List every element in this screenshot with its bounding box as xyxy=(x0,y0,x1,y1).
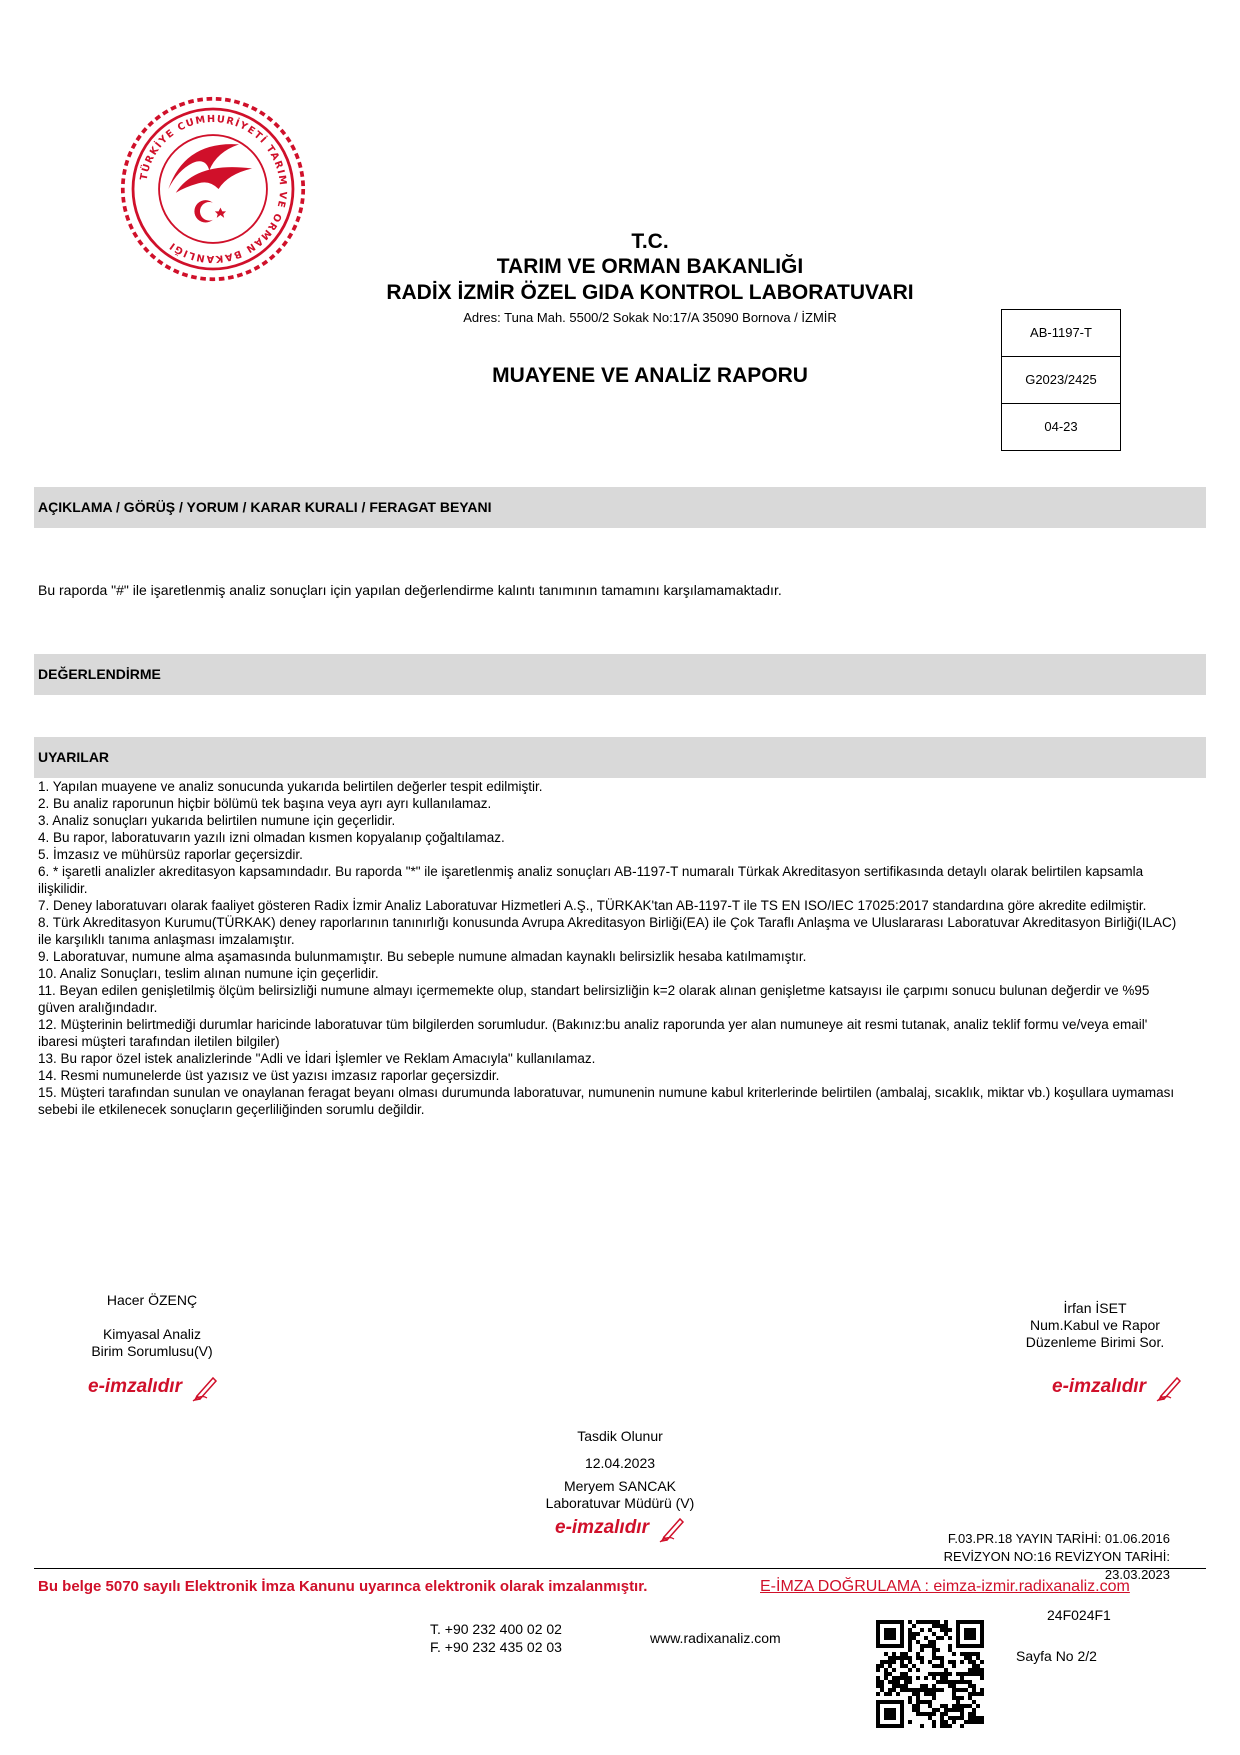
warning-item: 11. Beyan edilen genişletilmiş ölçüm belirsizliği numune almayı içermemekte olup, standart belirsizliğin k=2 olarak alınan genişletme katsayısı ile çarpımı sonucu bulunan değerdir ve %95 güven aralığındadır. xyxy=(38,983,1150,1015)
section-degerlendirme-header: DEĞERLENDİRME xyxy=(34,654,1206,695)
approval-text: Tasdik Olunur xyxy=(577,1428,663,1444)
e-signature-badge-right xyxy=(1052,1372,1185,1402)
signer-name: Meryem SANCAK xyxy=(563,1478,677,1494)
warning-item: 14. Resmi numunelerde üst yazısız ve üst yazısı imzasız raporlar geçersizdir. xyxy=(38,1068,500,1083)
warning-item: 1. Yapılan muayene ve analiz sonucunda yukarıda belirtilen değerler tespit edilmiştir. xyxy=(38,779,543,794)
report-period: 04-23 xyxy=(1044,419,1078,434)
signature-right xyxy=(985,1300,1205,1351)
e-signature-badge-center xyxy=(555,1513,688,1543)
header-address: Adres: Tuna Mah. 5500/2 Sokak No:17/A 35090 Bornova / İZMİR xyxy=(463,310,837,325)
section-uyarilar-header: UYARILAR xyxy=(34,737,1206,778)
aciklama-text: Bu raporda "#" ile işaretlenmiş analiz sonuçları için yapılan değerlendirme kalıntı tanımının tamamını karşılamamaktadır. xyxy=(38,582,782,598)
accreditation-code: AB-1197-T xyxy=(1002,310,1120,357)
seal-text: TÜRKİYE CUMHURİYETİ TARIM VE ORMAN BAKANLIĞI xyxy=(138,113,289,265)
warning-item: 5. İmzasız ve mühürsüz raporlar geçersizdir. xyxy=(38,847,303,862)
document-code: 24F024F1 xyxy=(1047,1607,1111,1623)
pen-icon xyxy=(191,1372,221,1402)
signer-title: Birim Sorumlusu(V) xyxy=(91,1343,213,1359)
form-revision: REVİZYON NO:16 REVİZYON TARİHİ: 23.03.2023 xyxy=(943,1549,1170,1582)
header-lab-name: RADİX İZMİR ÖZEL GIDA KONTROL LABORATUVARI xyxy=(386,281,914,304)
page-number: Sayfa No 2/2 xyxy=(1016,1648,1097,1664)
warnings-list xyxy=(38,778,1188,1118)
svg-text:TÜRKİYE CUMHURİYETİ TARIM VE O xyxy=(137,114,288,264)
e-signature-label: e-imzalıdır xyxy=(555,1517,649,1539)
warning-item: 3. Analiz sonuçları yukarıda belirtilen numune için geçerlidir. xyxy=(38,813,396,828)
signer-title: Kimyasal Analiz xyxy=(102,1326,202,1342)
pen-icon xyxy=(658,1513,688,1543)
warning-item: 6. * işaretli analizler akreditasyon kapsamındadır. Bu raporda "*" ile işaretlenmiş analiz sonuçları AB-1197-T numaralı Türkak Akreditasyon sertifikasında detaylı olarak belirtilen kapsamla ilişkilidir. xyxy=(38,864,1144,896)
warning-item: 4. Bu rapor, laboratuvarın yazılı izni olmadan kısmen kopyalanıp çoğaltılamaz. xyxy=(38,830,505,845)
pen-icon xyxy=(1155,1372,1185,1402)
contact-numbers xyxy=(430,1620,562,1656)
warning-item: 12. Müşterinin belirtmediği durumlar haricinde laboratuvar tüm bilgilerden sorumludur. (Bakınız:bu analiz raporunda yer alan numuneye ait resmi tutanak, analiz teklif formu ve/veya email' ibaresi müşteri tarafından iletilen bilgiler) xyxy=(38,1017,1148,1049)
report-number: G2023/2425 xyxy=(1002,357,1120,404)
signature-left xyxy=(52,1292,252,1360)
warning-item: 2. Bu analiz raporunun hiçbir bölümü tek başına veya ayrı ayrı kullanılamaz. xyxy=(38,796,492,811)
header-ministry: TARIM VE ORMAN BAKANLIĞI xyxy=(496,255,804,278)
signer-title: Düzenleme Birimi Sor. xyxy=(1025,1334,1165,1350)
signer-title: Laboratuvar Müdürü (V) xyxy=(545,1495,695,1511)
warning-item: 9. Laboratuvar, numune alma aşamasında bulunmamıştır. Bu sebeple numune almadan kaynaklı belirsizlik hesaba katılmamıştır. xyxy=(38,949,807,964)
e-signature-verify-link[interactable]: E-İMZA DOĞRULAMA : eimza-izmir.radixanaliz.com xyxy=(760,1578,1130,1595)
signer-name: Hacer ÖZENÇ xyxy=(106,1292,198,1308)
fax-number: F. +90 232 435 02 03 xyxy=(430,1639,562,1655)
signer-name: İrfan İSET xyxy=(1063,1300,1127,1316)
report-title: MUAYENE VE ANALİZ RAPORU xyxy=(492,364,808,387)
form-revision-info xyxy=(880,1530,1170,1584)
qr-code-icon[interactable] xyxy=(876,1620,984,1728)
warning-item: 7. Deney laboratuvarı olarak faaliyet gösteren Radix İzmir Analiz Laboratuvar Hizmetleri A.Ş., TÜRKAK'tan AB-1197-T ile TS EN ISO/IEC 17025:2017 standardına göre akredite edilmiştir. xyxy=(38,898,1147,913)
ministry-seal-logo xyxy=(120,96,306,282)
e-signature-label: e-imzalıdır xyxy=(88,1376,182,1398)
warning-item: 8. Türk Akreditasyon Kurumu(TÜRKAK) deney raporlarının tanınırlığı konusunda Avrupa Akreditasyon Birliği(EA) ile Çok Taraflı Anlaşma ve Uluslararası Laboratuvar Akreditasyon Birliği(ILAC) ile karşılıklı tanıma anlaşması imzalamıştır. xyxy=(38,915,1177,947)
report-code-box xyxy=(1001,309,1121,451)
warning-item: 10. Analiz Sonuçları, teslim alınan numune için geçerlidir. xyxy=(38,966,379,981)
e-signature-label: e-imzalıdır xyxy=(1052,1376,1146,1398)
phone-number: T. +90 232 400 02 02 xyxy=(430,1621,562,1637)
section-aciklama-header: AÇIKLAMA / GÖRÜŞ / YORUM / KARAR KURALI / FERAGAT BEYANI xyxy=(34,487,1206,528)
warning-item: 15. Müşteri tarafından sunulan ve onaylanan feragat beyanı olması durumunda laboratuvar, numunenin numune kabul kriterlerinde belirtilen (ambalaj, sıcaklık, miktar vb.) koşullara uymaması sebebi ile etkilenecek sonuçların geçerliliğinden sorumlu değildir. xyxy=(38,1085,1175,1117)
signer-title: Num.Kabul ve Rapor xyxy=(1030,1317,1160,1333)
e-signature-badge-left xyxy=(88,1372,221,1402)
e-signature-notice: Bu belge 5070 sayılı Elektronik İmza Kanunu uyarınca elektronik olarak imzalanmıştır. xyxy=(38,1578,648,1595)
signature-center xyxy=(470,1428,770,1512)
header-tc: T.C. xyxy=(631,230,669,253)
approval-date: 12.04.2023 xyxy=(584,1455,656,1471)
form-publish-date: F.03.PR.18 YAYIN TARİHİ: 01.06.2016 xyxy=(947,1531,1170,1546)
footer-divider xyxy=(34,1568,1206,1569)
website-link[interactable]: www.radixanaliz.com xyxy=(650,1630,781,1646)
warning-item: 13. Bu rapor özel istek analizlerinde "Adli ve İdari İşlemler ve Reklam Amacıyla" kullanılamaz. xyxy=(38,1051,596,1066)
